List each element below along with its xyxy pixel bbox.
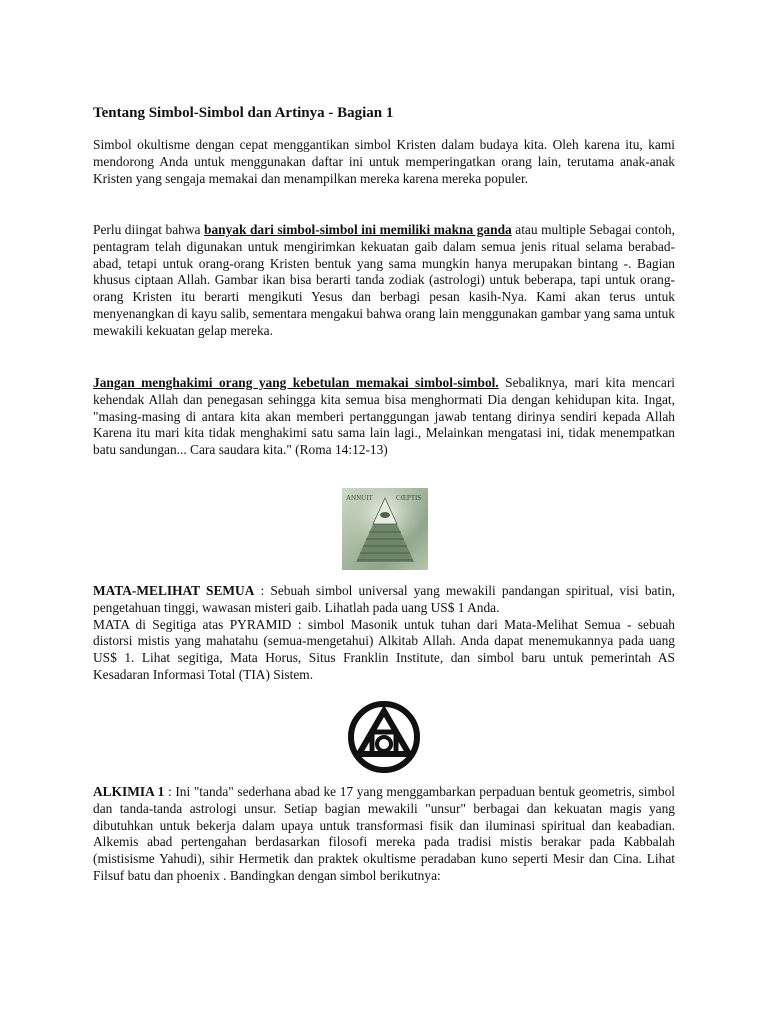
paragraph-text: : Ini "tanda" sederhana abad ke 17 yang menggambarkan perpaduan bentuk geometris, simbol dan tanda-tanda astrologi unsur. Setiap bagian mewakili "unsur" berbagai dan kekuatan magis yang dibutuhkan untuk bekerja dalam upaya untuk transformasi fisik dan iluminasi spiritual dan keabadian. Alkemis abad pertengahan berdasarkan filosofi mereka pada tradisi mistis berakar pada Kabbalah (mistisisme Yahudi), sihir Hermetik dan praktek okultisme peradaban kuno seperti Mesir dan Cina. Lihat Filsuf batu dan phoenix . Bandingkan dengan simbol berikutnya: bbox=[93, 784, 675, 883]
emphasis-text: banyak dari simbol-simbol ini memiliki makna ganda bbox=[204, 222, 512, 237]
intro-paragraph: Simbol okultisme dengan cepat menggantikan simbol Kristen dalam budaya kita. Oleh karena itu, kami mendorong Anda untuk menggunakan daftar ini untuk memperingatkan orang lain, terutama anak-anak Kristen yang sengaja memakai dan menampilkan mereka karena mereka populer. bbox=[93, 137, 675, 186]
page-title: Tentang Simbol-Simbol dan Artinya - Bagian 1 bbox=[93, 105, 394, 121]
paragraph-text: MATA di Segitiga atas PYRAMID : simbol Masonik untuk tuhan dari Mata-Melihat Semua - sebuah distorsi mistis yang mahatahu (semua-mengetahui) Alkitab Allah. Anda dapat menemukannya pada uang US$ 1. Lihat segitiga, Mata Horus, Situs Franklin Institute, dan simbol baru untuk pemerintah AS Kesadaran Informasi Total (TIA) Sistem. bbox=[93, 616, 675, 682]
double-meaning-paragraph bbox=[93, 222, 675, 340]
emphasis-text: Jangan menghakimi orang yang kebetulan memakai simbol-simbol. bbox=[93, 375, 499, 390]
alchemy-symbol-image bbox=[342, 699, 426, 775]
section-heading: ALKIMIA 1 bbox=[93, 784, 165, 799]
banknote-text-left: ANNUIT bbox=[346, 494, 373, 502]
paragraph-text: Perlu diingat bahwa bbox=[93, 222, 205, 237]
pyramid-eye-icon bbox=[342, 488, 428, 570]
section-heading: MATA-MELIHAT SEMUA bbox=[93, 583, 255, 598]
do-not-judge-paragraph bbox=[93, 375, 675, 459]
alchemy-paragraph bbox=[93, 784, 675, 885]
all-seeing-eye-paragraph bbox=[93, 583, 675, 684]
paragraph-text: : Sebuah simbol universal yang mewakili pandangan spiritual, visi batin, pengetahuan tinggi, wawasan misteri gaib. Lihatlah pada uang US$ 1 Anda. bbox=[93, 583, 675, 615]
banknote-text-right: CŒPTIS bbox=[396, 494, 422, 502]
paragraph-text: Sebaliknya, mari kita mencari kehendak Allah dan penegasan sehingga kita semua bisa menghormati Dia dengan kehidupan kita. Ingat, "masing-masing di antara kita akan memberi pertanggungan jawab tentang dirinya sendiri kepada Allah Karena itu mari kita tidak menghakimi satu sama lain lagi., Melainkan mengatasi ini, tidak menempatkan batu sandungan... Cara saudara kita." (Roma 14:12-13) bbox=[93, 375, 675, 458]
dollar-pyramid-image bbox=[342, 488, 428, 570]
paragraph-text: atau multiple Sebagai contoh, pentagram telah digunakan untuk mengirimkan kekuatan gaib dalam semua jenis ritual selama berabad-abad, tetapi untuk orang-orang Kristen bentuk yang sama mungkin hanya merupakan bintang -. Bagian khusus ciptaan Allah. Gambar ikan bisa berarti tanda zodiak (astrologi) untuk beberapa, tapi untuk orang-orang Kristen itu berarti mengikuti Yesus dan berbagi pesan kasih-Nya. Kami akan terus untuk menyenangkan di kayu salib, sementara mengakui bahwa orang lain menggunakan gambar yang sama untuk mewakili kekuatan gelap mereka. bbox=[93, 222, 675, 338]
alchemy-symbol-icon bbox=[342, 699, 426, 775]
